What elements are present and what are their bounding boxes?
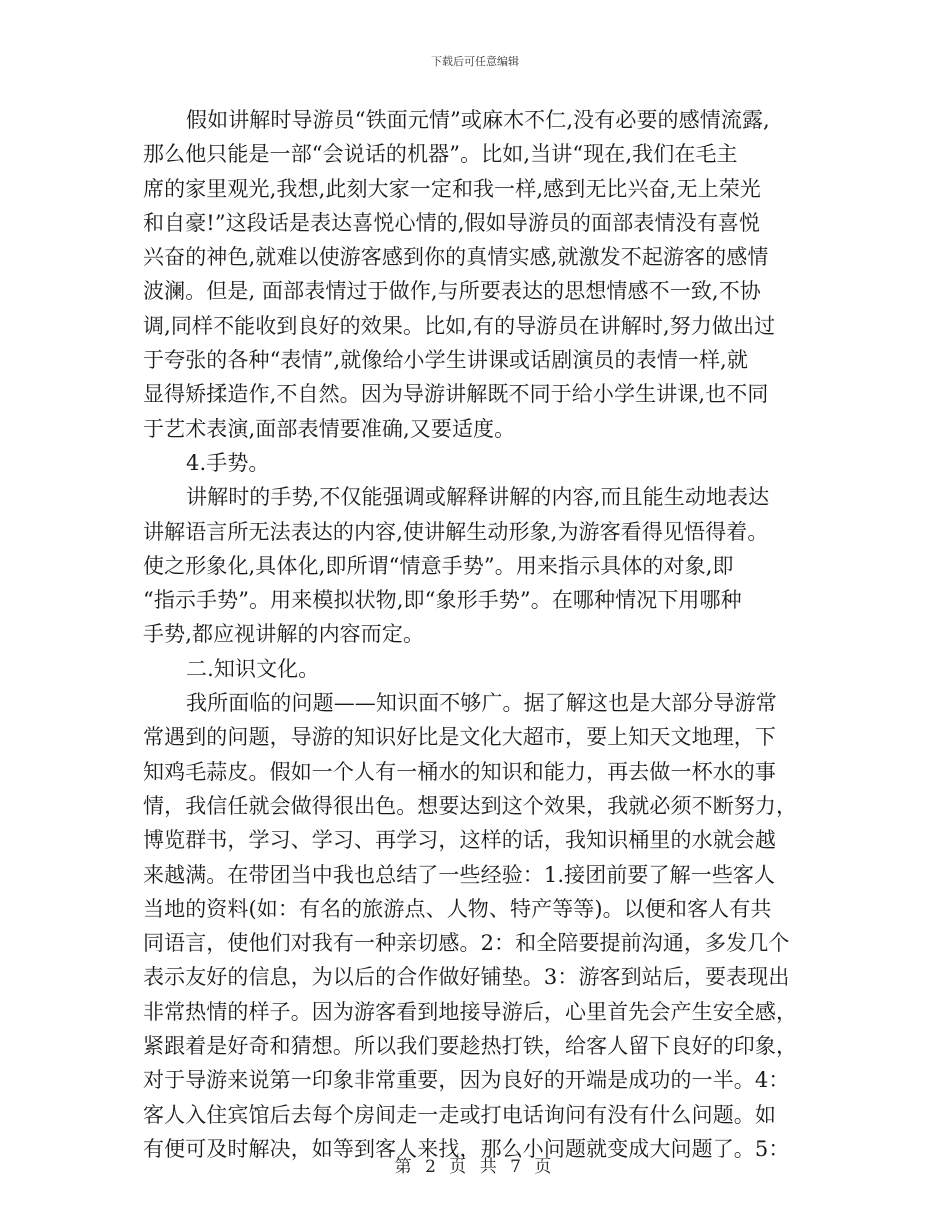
text-line: 讲解语言所无法表达的内容,使讲解生动形象,为游客看得见悟得着。 — [143, 519, 769, 544]
text-line: 我所面临的问题——知识面不够广。据了解这也是大部分导游常 — [186, 691, 777, 716]
page-header: 下载后可任意编辑 — [431, 55, 519, 68]
text-line: 有便可及时解决，如等到客人来找，那么小问题就变成大问题了。5： — [143, 1136, 790, 1161]
text-line: 调,同样不能收到良好的效果。比如,有的导游员在讲解时,努力做出过 — [143, 313, 776, 338]
text-line: 二.知识文化。 — [186, 656, 320, 681]
text-line: 那么他只能是一部“会说话的机器”。比如,当讲“现在,我们在毛主 — [143, 142, 738, 167]
text-line: 4.手势。 — [186, 450, 270, 475]
text-line: 和自豪!”这段话是表达喜悦心情的,假如导游员的面部表情没有喜悦 — [143, 210, 760, 235]
text-line: 来越满。在带团当中我也总结了一些经验：1.接团前要了解一些客人 — [143, 862, 776, 887]
text-line: 显得矫揉造作,不自然。因为导游讲解既不同于给小学生讲课,也不同 — [143, 382, 769, 407]
page-number-footer: 第 2 页 共 7 页 — [394, 1157, 556, 1177]
text-line: 常遇到的问题，导游的知识好比是文化大超市，要上知天文地理，下 — [143, 725, 776, 750]
text-line: 于艺术表演,面部表情要准确,又要适度。 — [143, 416, 516, 441]
text-line: “指示手势”。用来模拟状物,即“象形手势”。在哪种情况下用哪种 — [143, 588, 742, 613]
document-body — [143, 103, 818, 1166]
text-line: 使之形象化,具体化,即所谓“情意手势”。用来指示具体的对象,即 — [143, 553, 734, 578]
text-line: 手势,都应视讲解的内容而定。 — [143, 622, 425, 647]
text-line: 对于导游来说第一印象非常重要，因为良好的开端是成功的一半。4： — [143, 1068, 790, 1093]
text-line: 波澜。但是, 面部表情过于做作,与所要表达的思想情感不一致,不协 — [143, 279, 761, 304]
text-line: 知鸡毛蒜皮。假如一个人有一桶水的知识和能力，再去做一杯水的事 — [143, 759, 776, 784]
text-line: 兴奋的神色,就难以使游客感到你的真情实感,就激发不起游客的感情 — [143, 245, 769, 270]
text-line: 于夸张的各种“表情”,就像给小学生讲课或话剧演员的表情一样,就 — [143, 348, 748, 373]
text-line: 紧跟着是好奇和猜想。所以我们要趁热打铁，给客人留下良好的印象， — [143, 1034, 798, 1059]
text-line: 假如讲解时导游员“铁面元情”或麻木不仁,没有必要的感情流露, — [186, 108, 770, 132]
text-line: 博览群书，学习、学习、再学习，这样的话，我知识桶里的水就会越 — [143, 828, 776, 853]
text-line: 客人入住宾馆后去每个房间走一走或打电话询问有没有什么问题。如 — [143, 1102, 776, 1127]
text-line: 讲解时的手势,不仅能强调或解释讲解的内容,而且能生动地表达 — [186, 485, 770, 510]
text-line: 情，我信任就会做得很出色。想要达到这个效果，我就必须不断努力， — [143, 793, 798, 818]
text-line: 当地的资料(如：有名的旅游点、人物、特产等等)。以便和客人有共 — [143, 896, 772, 921]
text-line: 席的家里观光,我想,此刻大家一定和我一样,感到无比兴奋,无上荣光 — [143, 176, 761, 201]
text-line: 非常热情的样子。因为游客看到地接导游后，心里首先会产生安全感， — [143, 999, 798, 1024]
text-line: 同语言，使他们对我有一种亲切感。2：和全陪要提前沟通，多发几个 — [143, 931, 790, 956]
text-line: 表示友好的信息，为以后的合作做好铺垫。3：游客到站后，要表现出 — [143, 965, 790, 990]
